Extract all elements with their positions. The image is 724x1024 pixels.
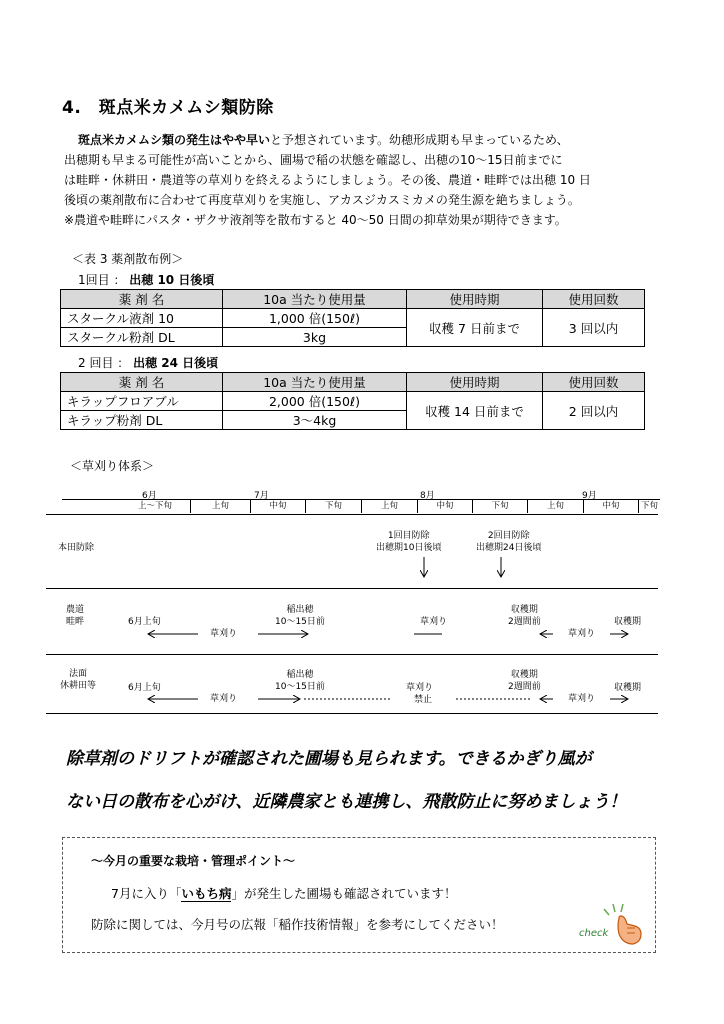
header-amount: 10a 当たり使用量 [223,290,407,309]
slope-heading [275,669,325,693]
road-start: 6月上旬 [128,617,161,627]
blast-disease-emphasis: いもち病 [181,886,232,901]
row-label-road-1: 農道 [66,605,85,615]
road-mow-3: 草刈り [568,629,596,639]
row-label-road-2: 畦畔 [66,617,85,627]
drift-notice-line-2: ない日の散布を心がけ、近隣農家とも連携し、飛散防止に努めましょう！ [66,792,627,812]
slope-harvest-before-2: 2週間前 [508,682,541,692]
amount-cell: 3kg [223,328,407,347]
row-label-field: 本田防除 [58,543,95,553]
monthly-points-box [62,837,656,953]
drift-notice-line-1: 除草剤のドリフトが確認された圃場も見られます。できるかぎり風が [66,749,592,769]
intro-line-2: 出穂期も早まる可能性が高いことから、圃場で稲の状態を確認し、出穂の10～15日前までに [64,153,563,167]
road-harvest: 収穫期 [614,617,642,627]
row-label-slope [60,668,96,692]
first-spray-title: 1回目防除 [387,531,430,541]
slope-mow-1: 草刈り [210,694,238,704]
header-amount: 10a 当たり使用量 [223,373,407,392]
road-mow-2: 草刈り [420,617,448,627]
round1-timing: 出穂 10 日後頃 [129,273,215,287]
row-label-road [66,604,84,628]
road-harvest-before-2: 2週間前 [508,617,541,627]
intro-note: ※農道や畦畔にパスタ・ザクサ液剤等を散布すると 40～50 日間の抑草効果が期待できます。 [64,213,567,227]
points-line-2: 防除に関しては、今月号の広報「稲作技術情報」を参考にしてください！ [91,917,504,932]
dekad-cell: 下旬 [472,500,527,513]
row-divider [46,588,658,589]
slope-harvest: 収穫期 [614,683,642,693]
slope-start: 6月上旬 [128,683,161,693]
slope-mow-3: 草刈り [568,694,596,704]
header-times: 使用回数 [543,290,645,309]
road-harvest-before-1: 収穫期 [510,605,538,615]
slope-heading-2: 10～15日前 [275,682,325,692]
slope-harvest-before-1: 収穫期 [510,670,538,680]
points-line-1 [111,884,456,902]
intro-line-4: 後頃の薬剤散布に合わせて再度草刈りを実施し、アカスジカスミカメの発生源を絶ちましょう。 [64,193,580,207]
header-period: 使用時期 [407,290,543,309]
dekad-cell: 中旬 [250,500,305,513]
table3-caption: ＜表 3 薬剤散布例＞ [72,252,184,266]
dekad-cell: 上～下旬 [137,501,172,511]
road-heading [275,604,325,628]
header-period: 使用時期 [407,373,543,392]
road-heading-1: 稲出穂 [286,605,314,615]
drug-name-cell: スタークル液剤 10 [61,309,223,328]
slope-ban: 禁止 [414,695,433,705]
dekad-cell: 中旬 [583,500,638,513]
section-title: 4. 斑点米カメムシ類防除 [62,98,274,118]
row-divider [46,713,658,714]
dekad-cell: 下旬 [305,500,361,513]
header-drug-name: 薬 剤 名 [61,373,223,392]
check-hand-icon [577,898,645,950]
amount-cell: 1,000 倍(150ℓ) [223,309,407,328]
period-cell: 収穫 14 日前まで [407,392,543,430]
points-title: ～今月の重要な栽培・管理ポイント～ [91,854,296,868]
road-harvest-before [508,604,541,628]
row-label-slope-2: 休耕田等 [60,681,97,691]
period-cell: 収穫 7 日前まで [407,309,543,347]
amount-cell: 2,000 倍(150ℓ) [223,392,407,411]
slope-mow-2: 草刈り [406,683,434,693]
intro-line-1-rest: と予想されています。幼穂形成期も早まっているため、 [270,133,569,147]
second-spray-title: 2回目防除 [487,531,530,541]
dekad-cell: 上旬 [190,500,250,513]
round1-label: 1回目 ： [78,273,126,287]
amount-cell: 3～4kg [223,411,407,430]
road-heading-2: 10～15日前 [275,617,325,627]
month-label: 7月 [254,491,269,501]
times-cell: 2 回以内 [543,392,645,430]
road-mow-1: 草刈り [210,629,238,639]
dekad-cell: 上旬 [527,500,583,513]
row-divider [46,654,658,655]
month-label: 8月 [420,491,435,501]
intro-emphasis: 斑点米カメムシ類の発生はやや早い [78,133,271,147]
intro-line-3: は畦畔・休耕田・農道等の草刈りを終えるようにしましょう。その後、農道・畦畔では出穂 10 日 [64,173,591,187]
dekad-cell: 中旬 [417,500,472,513]
round2-timing: 出穂 24 日後頃 [133,356,219,370]
slope-harvest-before [508,669,541,693]
dekad-cell: 下旬 [638,500,660,513]
month-label: 9月 [582,491,597,501]
points-line-1-post: 」が発生した圃場も確認されています！ [231,886,457,901]
first-spray-timing: 出穂期10日後頃 [376,543,442,553]
mowing-caption: ＜草刈り体系＞ [70,459,155,473]
header-drug-name: 薬 剤 名 [61,290,223,309]
month-label: 6月 [142,491,157,501]
second-spray-timing: 出穂期24日後頃 [476,543,542,553]
drug-name-cell: キラップ粉剤 DL [61,411,223,430]
drug-name-cell: キラップフロアブル [61,392,223,411]
slope-heading-1: 稲出穂 [286,670,314,680]
round2-label: 2 回目 ： [78,356,130,370]
drug-name-cell: スタークル粉剤 DL [61,328,223,347]
dekad-cell: 上旬 [361,500,417,513]
header-times: 使用回数 [543,373,645,392]
row-label-slope-1: 法面 [69,669,88,679]
times-cell: 3 回以内 [543,309,645,347]
check-text: check [579,928,609,939]
points-line-1-pre: 7月に入り「 [111,886,182,901]
